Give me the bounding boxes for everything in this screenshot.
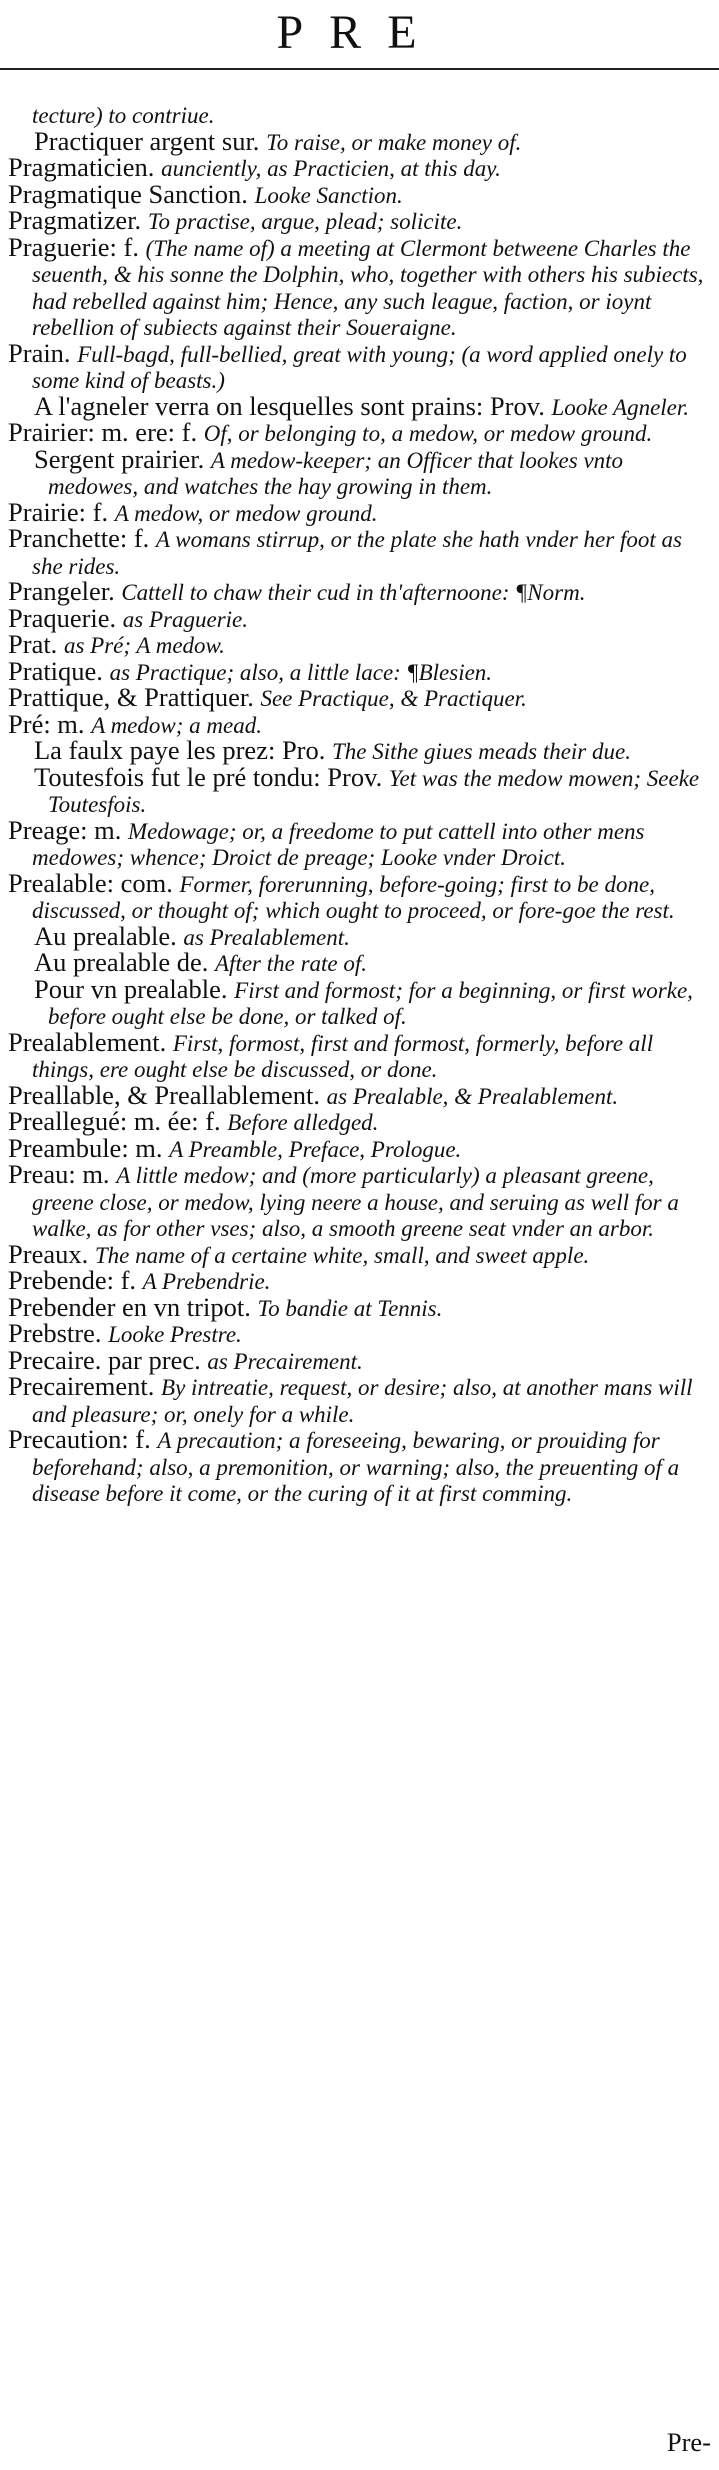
entry-definition: The name of a certaine white, small, and sweet apple.: [94, 1242, 590, 1268]
entry-definition: A medow-keeper; an Officer that lookes vnto medowes, and watches the hay growing in them.: [48, 447, 624, 499]
entry-headword: Prain.: [8, 337, 71, 368]
dictionary-entry: [8, 1424, 710, 1507]
entry-headword: Preaux.: [8, 1238, 89, 1269]
running-header: PRE: [276, 6, 443, 59]
entry-headword: Precaution: f.: [8, 1424, 151, 1454]
entry-definition: as Practique; also, a little lace: ¶Blesien.: [109, 659, 493, 685]
entry-headword: Prealablement.: [8, 1026, 167, 1057]
header-rule: [0, 68, 719, 70]
entry-definition: Looke Agneler.: [551, 394, 690, 420]
entry-definition: Cattell to chaw their cud in th'afternoone: ¶Norm.: [121, 580, 586, 605]
entry-definition: A Preamble, Preface, Prologue.: [169, 1136, 462, 1162]
dictionary-entry: [8, 1026, 710, 1083]
entry-headword: Preambule: m.: [8, 1132, 163, 1163]
entries-column: [8, 102, 710, 2432]
entry-headword: Au prealable de.: [34, 947, 209, 977]
dictionary-entry: [8, 443, 710, 500]
dictionary-entry: [8, 867, 710, 924]
entry-headword: La faulx paye les prez: Pro.: [34, 735, 326, 765]
entry-definition: To raise, or make money of.: [266, 129, 522, 155]
entry-headword: Preau: m.: [8, 1159, 110, 1189]
entry-headword: Precaire. par prec.: [8, 1344, 201, 1375]
entry-headword: Au prealable.: [34, 920, 177, 951]
entry-definition: First, formost, first and formost, formerly, before all things, ere ought else be discussed, or done.: [32, 1030, 654, 1082]
dictionary-entry: [8, 973, 710, 1030]
entry-headword: Prebstre.: [8, 1318, 102, 1348]
entry-definition: as Praguerie.: [122, 606, 249, 632]
entry-headword: Prebender en vn tripot.: [8, 1291, 251, 1322]
entry-headword: Pour vn prealable.: [34, 973, 228, 1004]
dictionary-entry: [8, 602, 710, 633]
entry-headword: Prairie: f.: [8, 496, 109, 527]
entry-definition: After the rate of.: [215, 951, 368, 976]
entry-headword: Prealable: com.: [8, 867, 173, 898]
entry-headword: Prattique, & Prattiquer.: [8, 682, 254, 712]
entry-definition: First and formost; for a beginning, or first worke, before ought else be done, or talked of.: [48, 977, 693, 1029]
entry-headword: Praquerie.: [8, 602, 117, 633]
entry-definition: Former, forerunning, before-going; first to be done, discussed, or thought of; which ought to proceed, or fore-goe the rest.: [32, 871, 675, 923]
dictionary-entry: [8, 682, 710, 712]
entry-headword: Prangeler.: [8, 576, 115, 606]
dictionary-entry: [8, 337, 710, 394]
dictionary-entry: [8, 629, 710, 659]
entry-definition: To practise, argue, plead; solicite.: [147, 209, 463, 234]
entry-headword: Preallegué: m. ée: f.: [8, 1106, 221, 1136]
entry-headword: Precairement.: [8, 1371, 155, 1401]
entry-headword: Sergent prairier.: [34, 443, 205, 474]
entry-definition: Full-bagd, full-bellied, great with young; (a word applied onely to some kind of beasts.): [32, 341, 687, 393]
dictionary-entry: [8, 1159, 710, 1242]
entry-definition: A medow; a mead.: [91, 712, 262, 738]
entry-definition: tecture) to contriue.: [32, 103, 215, 128]
entry-headword: Prebende: f.: [8, 1265, 137, 1295]
entry-headword: Pragmatizer.: [8, 205, 142, 235]
entry-definition: A medow, or medow ground.: [114, 500, 378, 526]
dictionary-entry: [8, 1371, 710, 1427]
dictionary-entry: [8, 523, 710, 579]
entry-headword: Praguerie: f.: [8, 231, 139, 262]
entry-definition: Looke Sanction.: [254, 182, 403, 208]
entry-definition: The Sithe giues meads their due.: [332, 739, 631, 764]
entry-definition: To bandie at Tennis.: [257, 1295, 443, 1321]
entry-definition: A precaution; a foreseeing, bewaring, or prouiding for beforehand; also, a premonition, or warning; also, the preuenting of a disease before it come, or the curing of it at first comming.: [32, 1428, 680, 1506]
dictionary-entry: [8, 814, 710, 871]
entry-definition: (The name of) a meeting at Clermont betweene Charles the seuenth, & his sonne the Dolphin, who, together with others his subiects, had rebelled against him; Hence, any such league, faction, or ioynt rebellion of subiects against their Soueraigne.: [32, 235, 704, 340]
dictionary-entry: [8, 761, 710, 818]
dictionary-entry: [8, 1291, 710, 1322]
entry-headword: A l'agneler verra on lesquelles sont prains: Prov.: [34, 390, 545, 421]
entry-headword: Preallable, & Preallablement.: [8, 1079, 320, 1110]
entry-definition: as Prealable, & Prealablement.: [326, 1083, 619, 1109]
entry-definition: as Precairement.: [207, 1348, 363, 1374]
entry-headword: Pré: m.: [8, 708, 85, 739]
entry-headword: Pranchette: f.: [8, 523, 150, 553]
entry-definition: Medowage; or, a freedome to put cattell into other mens medowes; whence; Droict de preage; Looke vnder Droict.: [32, 818, 645, 870]
entry-definition: Of, or belonging to, a medow, or medow ground.: [203, 421, 653, 446]
entry-headword: Toutesfois fut le pré tondu: Prov.: [34, 761, 383, 792]
catchword: Pre-: [666, 2427, 711, 2457]
entry-headword: Prat.: [8, 629, 58, 659]
entry-definition: Yet was the medow mowen; Seeke Toutesfois.: [48, 765, 700, 817]
entry-definition: See Practique, & Practiquer.: [260, 686, 527, 711]
entry-definition: aunciently, as Practicien, at this day.: [161, 156, 501, 181]
entry-definition: A Prebendrie.: [142, 1269, 271, 1294]
entry-definition: By intreatie, request, or desire; also, at another mans will and pleasure; or, onely for a while.: [32, 1375, 693, 1427]
entry-headword: Practiquer argent sur.: [34, 125, 260, 156]
entry-definition: A little medow; and (more particularly) a pleasant greene, greene close, or medow, lying neere a house, and seruing as well for a walke, as for other vses; also, a smooth greene seat vnder an arbor.: [32, 1163, 679, 1241]
entry-definition: Looke Prestre.: [108, 1322, 242, 1347]
entry-definition: A womans stirrup, or the plate she hath vnder her foot as she rides.: [32, 527, 682, 579]
dictionary-entry: [8, 231, 710, 341]
entry-headword: Prairier: m. ere: f.: [8, 417, 198, 447]
entry-definition: as Pré; A medow.: [63, 633, 225, 658]
entry-definition: Before alledged.: [227, 1110, 379, 1135]
entry-headword: Preage: m.: [8, 814, 122, 845]
entry-headword: Pragmatique Sanction.: [8, 178, 248, 209]
entry-headword: Pragmaticien.: [8, 152, 155, 182]
entry-definition: as Prealablement.: [183, 924, 350, 950]
entry-headword: Pratique.: [8, 655, 103, 686]
